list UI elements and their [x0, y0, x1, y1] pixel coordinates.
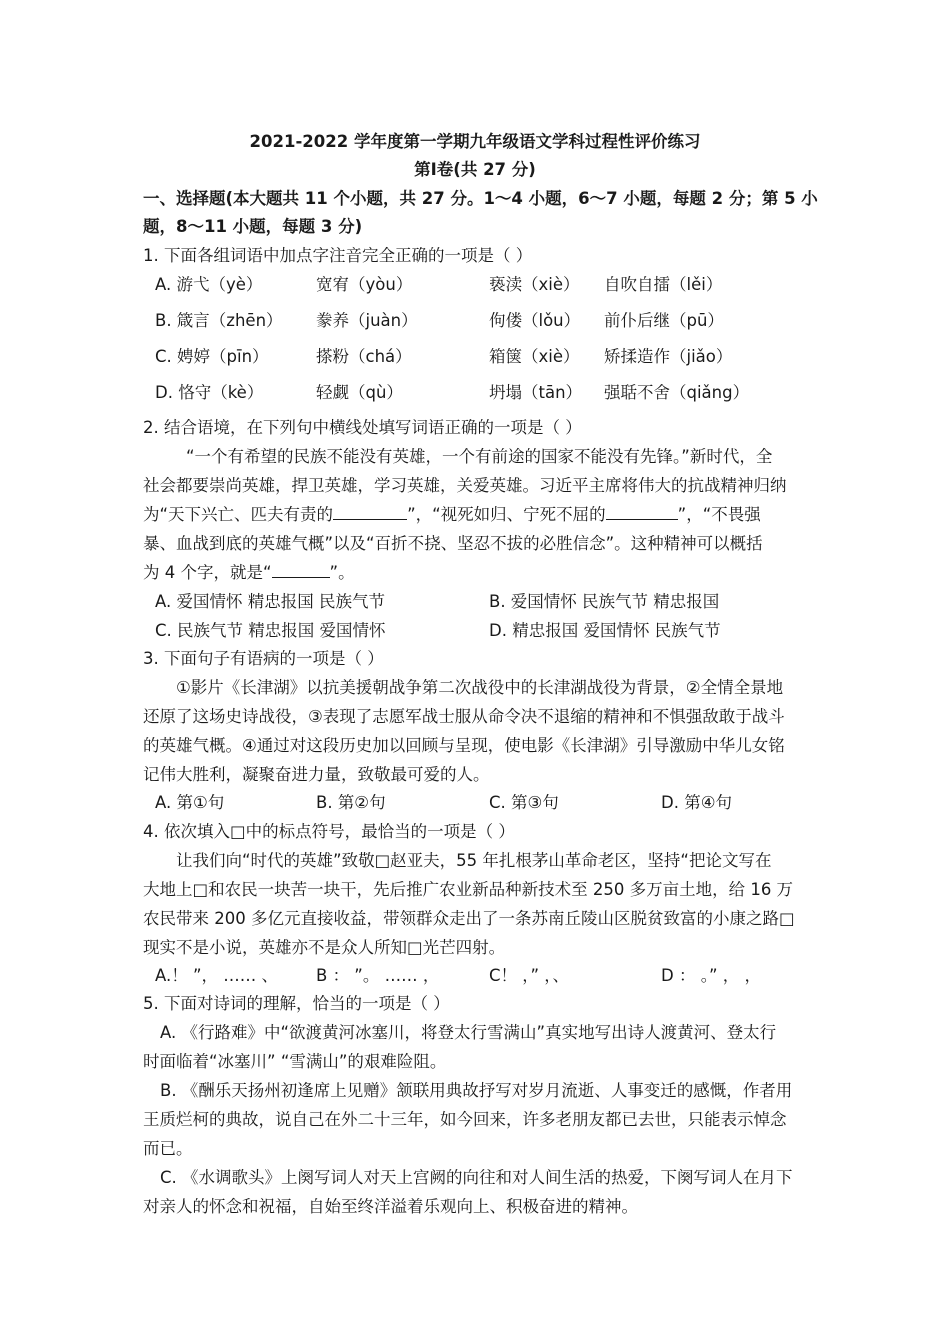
q2-passage-line5-part2: ”。: [329, 563, 355, 582]
q3-stem: 3. 下面句子有语病的一项是（ ）: [143, 649, 384, 668]
q1-d-4: 强聒不舍（qiǎng）: [604, 383, 750, 402]
q3-passage-line2: 还原了这场史诗战役，③表现了志愿军战士服从命令决不退缩的精神和不惧强敌敢于战斗: [143, 707, 785, 726]
q2-option-c: C. 民族气节 精忠报国 爱国情怀: [155, 621, 386, 640]
q2-option-b: B. 爱国情怀 民族气节 精忠报国: [489, 592, 720, 611]
q2-option-d: D. 精忠报国 爱国情怀 民族气节: [489, 621, 721, 640]
q5-option-a-line2: 时面临着“冰塞川” “雪满山”的艰难险阻。: [143, 1052, 447, 1071]
q2-passage-line5: [143, 559, 355, 583]
q1-c-1: C. 娉婷（pīn）: [155, 347, 269, 366]
q2-passage-line5-part1: 为 4 个字，就是“: [143, 563, 272, 582]
q3-passage-line3: 的英雄气概。④通过对这段历史加以回顾与呈现，使电影《长津湖》引导激励中华儿女铭: [143, 736, 785, 755]
exam-title: 2021-2022 学年度第一学期九年级语文学科过程性评价练习: [249, 132, 701, 151]
q1-a-1: A. 游弋（yè）: [155, 275, 263, 294]
q1-d-2: 轻觑（qù）: [316, 383, 403, 402]
q2-blank-2: [606, 502, 678, 520]
q4-passage-line1: 让我们向“时代的英雄”致敬□赵亚夫，55 年扎根茅山革命老区，坚持“把论文写在: [176, 851, 772, 870]
q1-d-1: D. 恪守（kè）: [155, 383, 264, 402]
q3-option-b: B. 第②句: [316, 793, 386, 812]
q1-c-3: 箱箧（xiè）: [489, 347, 580, 366]
q1-a-3: 亵渎（xiè）: [489, 275, 580, 294]
q5-option-c-line1: C. 《水调歌头》上阕写词人对天上宫阙的向往和对人间生活的热爱，下阕写词人在月下: [160, 1168, 793, 1187]
q4-passage-line2: 大地上□和农民一块苦一块干，先后推广农业新品种新技术至 250 多万亩土地，给 16 万: [143, 880, 794, 899]
q5-option-c-line2: 对亲人的怀念和祝福，自始至终洋溢着乐观向上、积极奋进的精神。: [143, 1197, 638, 1216]
paper-part-title: 第Ⅰ卷(共 27 分): [414, 160, 536, 179]
q1-d-3: 坍塌（tān）: [489, 383, 583, 402]
q4-option-a: A.！ ”， …… 、: [155, 966, 279, 985]
q4-passage-line3: 农民带来 200 多亿元直接收益，带领群众走出了一条苏南丘陵山区脱贫致富的小康之路□: [143, 909, 795, 928]
q3-passage-line1: ①影片《长津湖》以抗美援朝战争第二次战役中的长津湖战役为背景，②全情全景地: [176, 678, 784, 697]
q2-blank-3: [272, 560, 330, 578]
q3-option-c: C. 第③句: [489, 793, 559, 812]
q5-option-b-line3: 而已。: [143, 1139, 193, 1158]
q2-blank-1: [333, 502, 407, 520]
q3-passage-line4: 记伟大胜利，凝聚奋进力量，致敬最可爱的人。: [143, 765, 490, 784]
q5-option-a-line1: A. 《行路难》中“欲渡黄河冰塞川，将登太行雪满山”真实地写出诗人渡黄河、登太行: [160, 1023, 777, 1042]
q2-option-a: A. 爱国情怀 精忠报国 民族气节: [155, 592, 385, 611]
q4-option-d: D ： 。” ， ，: [661, 966, 761, 985]
q1-a-2: 宽宥（yòu）: [316, 275, 413, 294]
q4-passage-line4: 现实不是小说，英雄亦不是众人所知□光芒四射。: [143, 938, 506, 957]
q1-b-2: 豢养（juàn）: [316, 311, 418, 330]
q4-option-b: B ： ”。 …… ，: [316, 966, 440, 985]
q2-passage-line3-part3: ”，“不畏强: [677, 505, 761, 524]
q3-option-d: D. 第④句: [661, 793, 732, 812]
q5-option-b-line2: 王质烂柯的典故，说自己在外二十三年，如今回来，许多老朋友都已去世，只能表示悼念: [143, 1110, 787, 1129]
section-heading-line1: 一、选择题(本大题共 11 个小题，共 27 分。1～4 小题，6～7 小题，每题 2 分；第 5 小: [143, 189, 818, 208]
q1-c-2: 搽粉（chá）: [316, 347, 412, 366]
q2-passage-line2: 社会都要崇尚英雄，捍卫英雄，学习英雄，关爱英雄。习近平主席将伟大的抗战精神归纳: [143, 476, 787, 495]
q1-b-4: 前仆后继（pū）: [604, 311, 724, 330]
q5-option-b-line1: B. 《酬乐天扬州初逢席上见赠》颔联用典故抒写对岁月流逝、人事变迁的感慨，作者用: [160, 1081, 793, 1100]
section-heading-line2: 题，8～11 小题，每题 3 分): [143, 217, 363, 236]
q2-passage-line3-part1: 为“天下兴亡、匹夫有责的: [143, 505, 334, 524]
q2-passage-line3: [143, 501, 761, 525]
q3-option-a: A. 第①句: [155, 793, 225, 812]
q1-stem: 1. 下面各组词语中加点字注音完全正确的一项是（ ）: [143, 246, 533, 265]
q1-c-4: 矫揉造作（jiǎo）: [604, 347, 733, 366]
q2-passage-line4: 暴、血战到底的英雄气概”以及“百折不挠、坚忍不拔的必胜信念”。这种精神可以概括: [143, 534, 763, 553]
q2-passage-line3-part2: ”，“视死如归、宁死不屈的: [407, 505, 606, 524]
q1-a-4: 自吹自擂（lěi）: [604, 275, 723, 294]
q2-passage-line1: “一个有希望的民族不能没有英雄，一个有前途的国家不能没有先锋。”新时代，全: [186, 447, 773, 466]
q4-option-c: C！ ，” ，、: [489, 966, 570, 985]
q1-b-1: B. 箴言（zhēn）: [155, 311, 283, 330]
q5-stem: 5. 下面对诗词的理解，恰当的一项是（ ）: [143, 994, 450, 1013]
q1-b-3: 佝偻（lǒu）: [489, 311, 581, 330]
q4-stem: 4. 依次填入□中的标点符号，最恰当的一项是（ ）: [143, 822, 515, 841]
q2-stem: 2. 结合语境，在下列句中横线处填写词语正确的一项是（ ）: [143, 418, 582, 437]
